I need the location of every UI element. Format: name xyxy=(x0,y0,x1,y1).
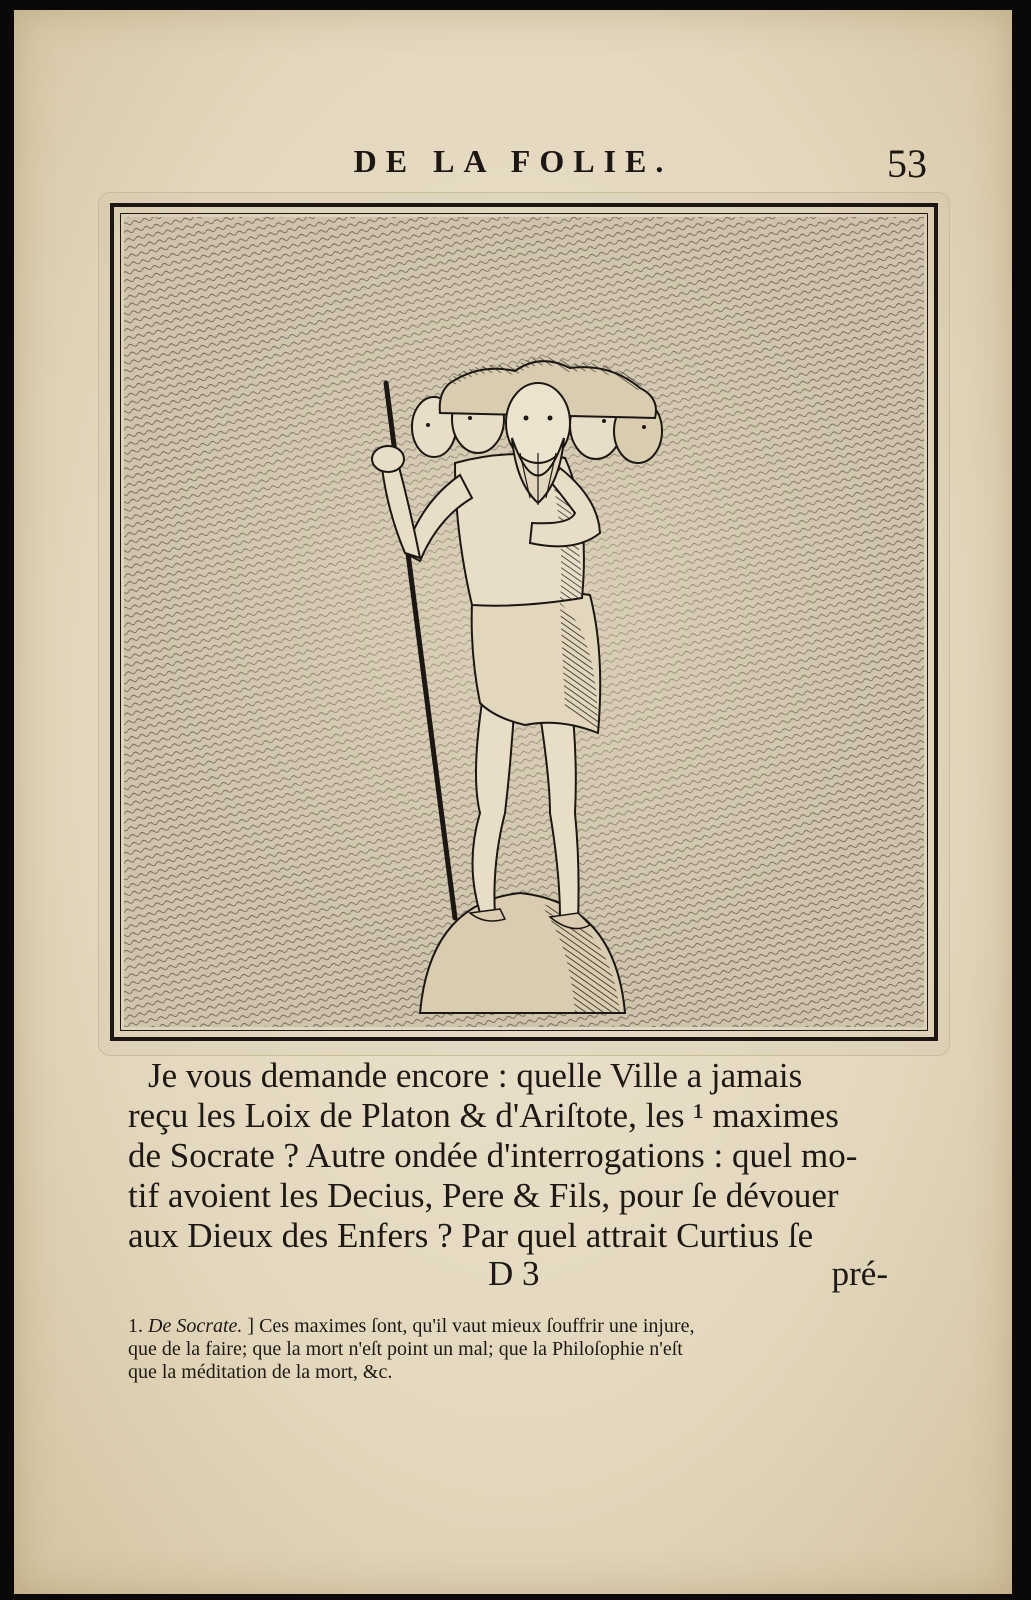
footnote xyxy=(128,1315,888,1384)
body-line: reçu les Loix de Platon & d'Ariſtote, les ¹ maximes xyxy=(128,1096,839,1135)
body-text xyxy=(128,1056,888,1256)
body-line: Je vous demande encore : quelle Ville a jamais xyxy=(148,1056,803,1095)
body-line: aux Dieux des Enfers ? Par quel attrait Curtius ſe xyxy=(128,1216,814,1255)
engraving-plate xyxy=(110,203,938,1041)
body-line: tif avoient les Decius, Pere & Fils, pour ſe dévouer xyxy=(128,1176,839,1215)
footnote-line: que de la faire; que la mort n'eſt point un mal; que la Philoſophie n'eſt xyxy=(128,1338,683,1360)
page-number: 53 xyxy=(887,141,927,186)
signature-mark: D 3 xyxy=(488,1254,540,1293)
running-head: DE LA FOLIE. xyxy=(353,143,673,179)
engraving-illustration xyxy=(120,213,928,1031)
footnote-line xyxy=(128,1315,888,1338)
body-line: de Socrate ? Autre ondée d'interrogations : quel mo- xyxy=(128,1136,858,1175)
catchword: pré- xyxy=(831,1254,888,1293)
footnote-marker: 1. xyxy=(128,1315,143,1337)
footnote-text: ] Ces maximes ſont, qu'il vaut mieux ſouffrir une injure, xyxy=(247,1315,695,1337)
footnote-line: que la méditation de la mort, &c. xyxy=(128,1361,393,1383)
footnote-reference: De Socrate. xyxy=(148,1315,243,1337)
